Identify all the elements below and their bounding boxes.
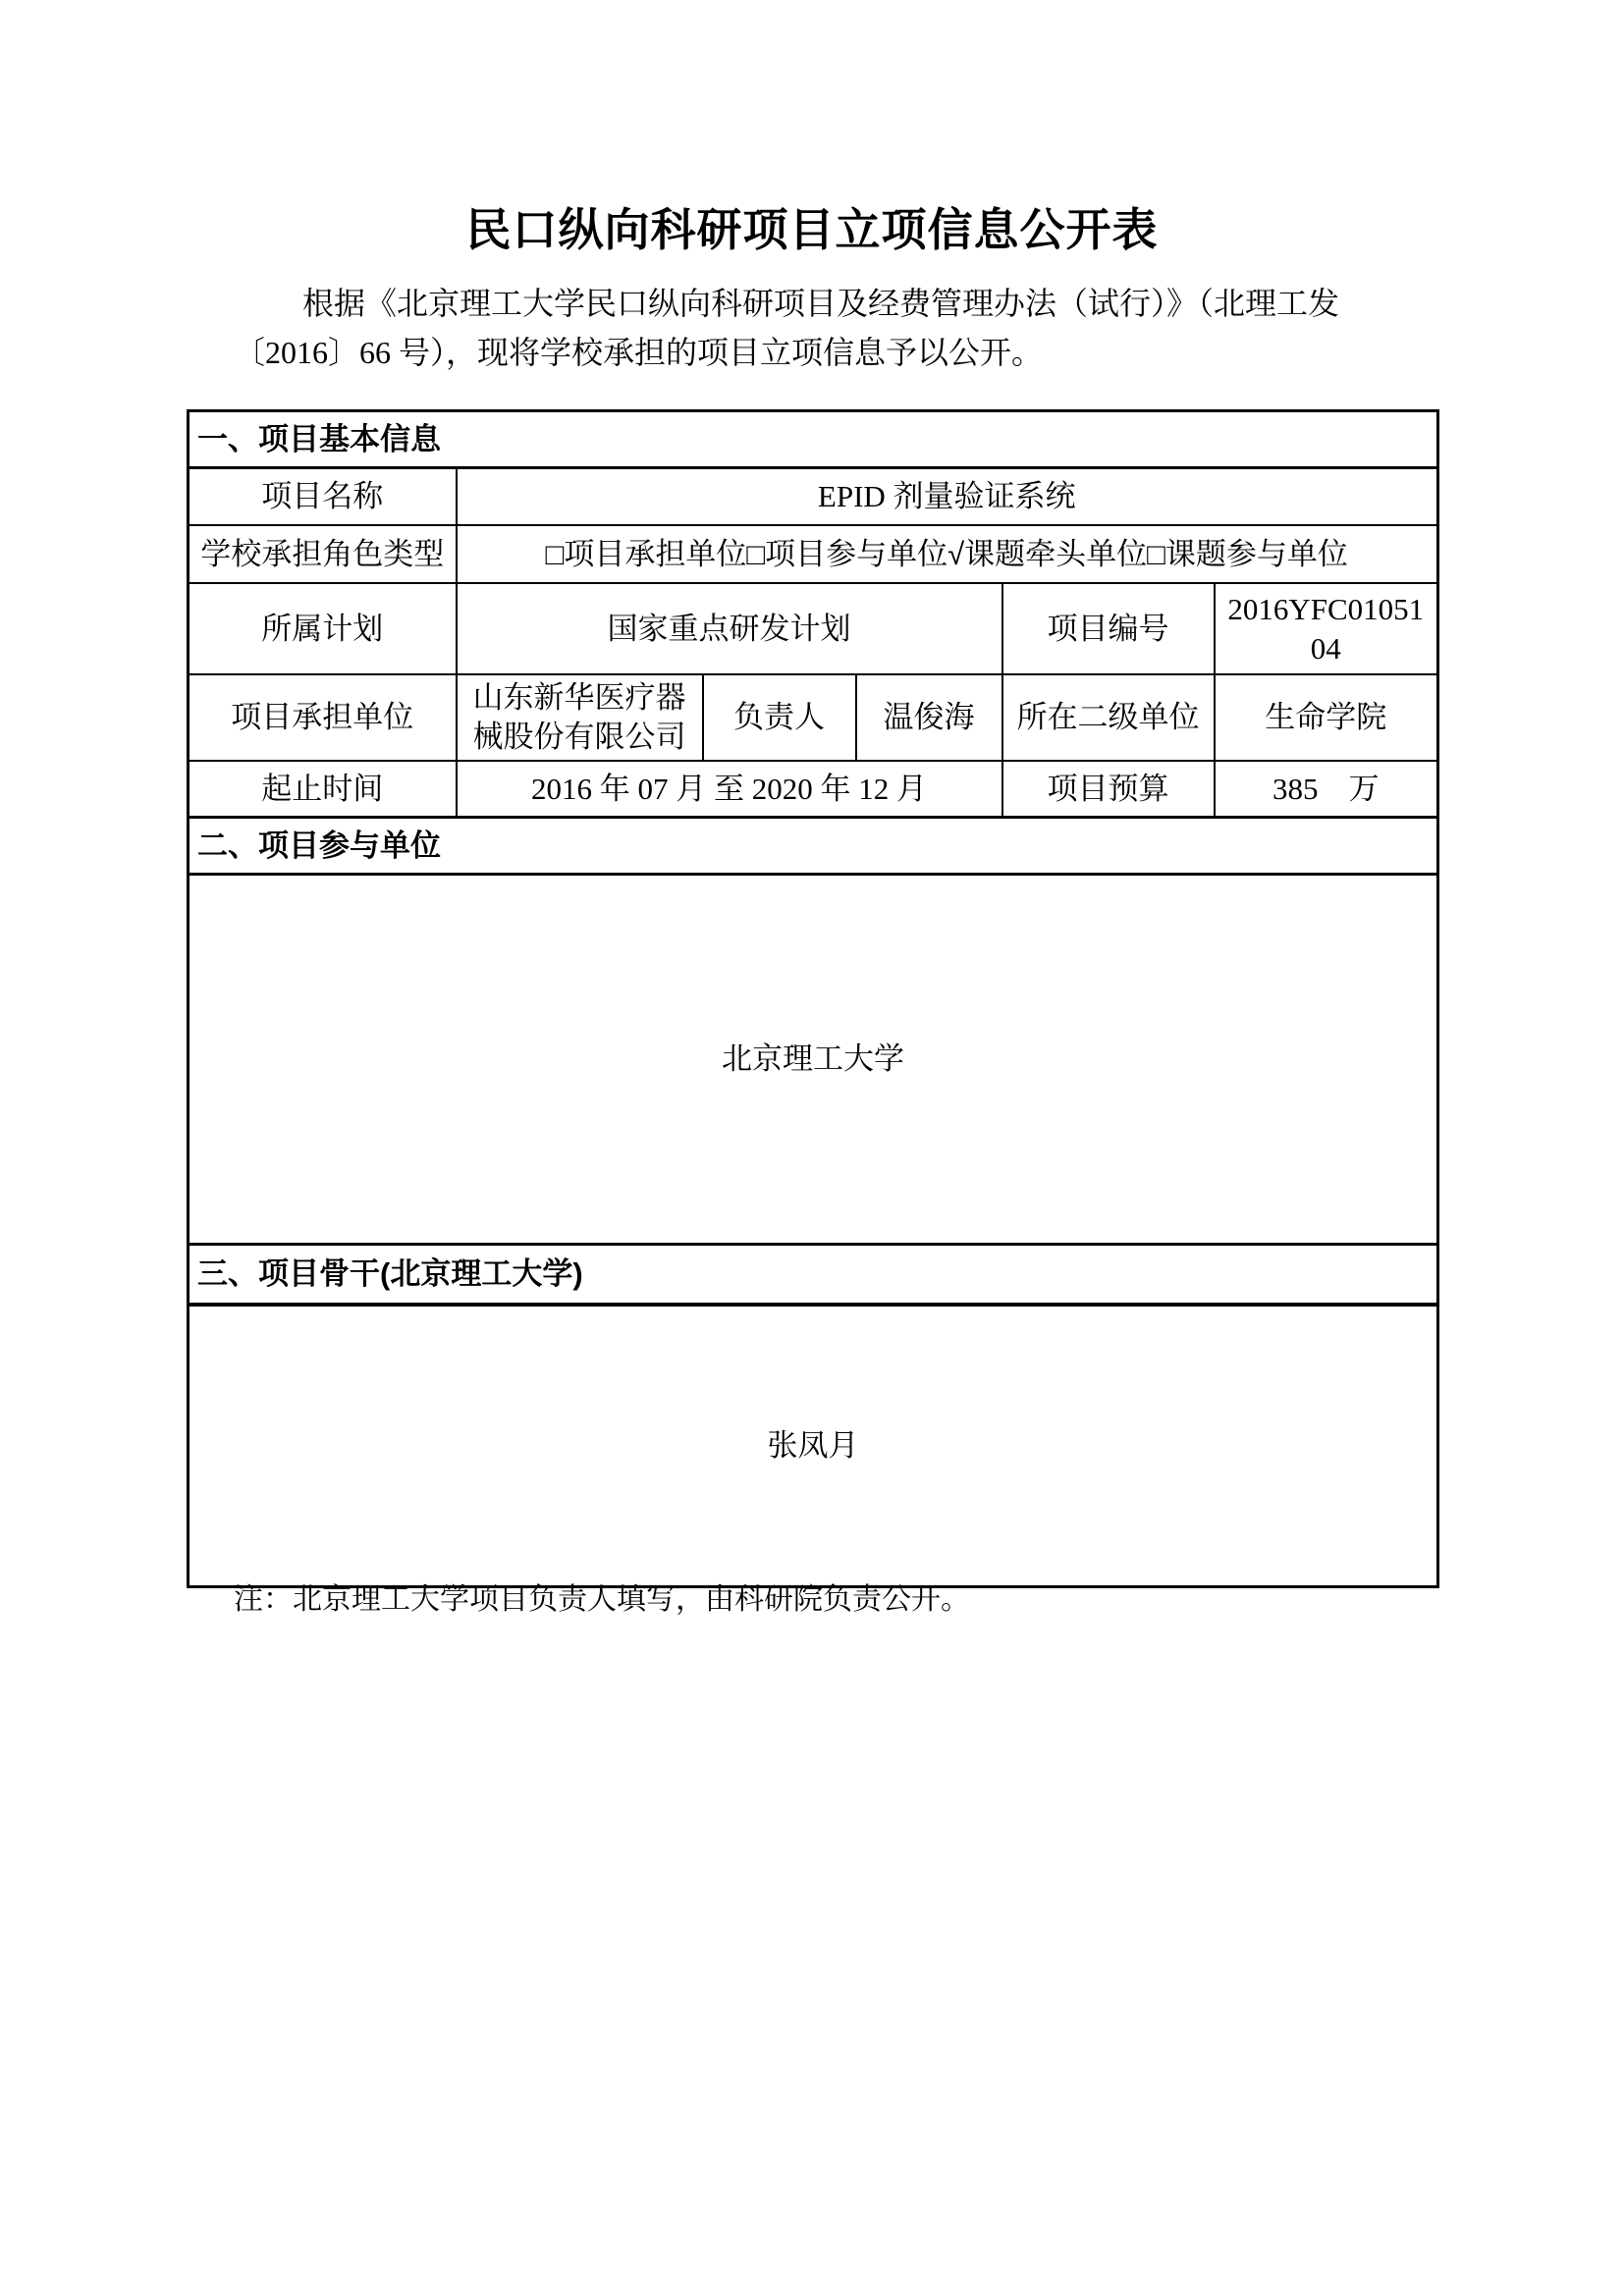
table-row-duration [189,761,1438,818]
page-title: 民口纵向科研项目立项信息公开表 [465,204,1159,255]
project-number-value: 2016YFC0105104 [1215,583,1438,674]
section1-header: 一、项目基本信息 [189,411,1438,468]
role-type-checkbox-value: □项目承担单位□项目参与单位√课题牵头单位□课题参与单位 [457,525,1438,583]
intro-line-2: 〔2016〕66 号），现将学校承担的项目立项信息予以公开。 [234,335,1044,370]
duration-label: 起止时间 [189,761,457,818]
budget-value: 385 万 [1215,761,1438,818]
intro-line-1: 根据《北京理工大学民口纵向科研项目及经费管理办法（试行）》（北理工发 [302,286,1340,321]
budget-label: 项目预算 [1002,761,1215,818]
project-name-label: 项目名称 [189,468,457,526]
secondary-unit-value: 生命学院 [1215,674,1438,761]
table-row-section2 [189,818,1438,875]
undertaker-value: 山东新华医疗器械股份有限公司 [457,674,703,761]
table-row-section1 [189,411,1438,468]
table-row-project-name [189,468,1438,526]
secondary-unit-label: 所在二级单位 [1002,674,1215,761]
table-row-plan [189,583,1438,674]
section3-header: 三、项目骨干(北京理工大学) [189,1245,1438,1306]
backbone-member-value: 张凤月 [189,1305,1438,1587]
leader-label: 负责人 [703,674,856,761]
intro-paragraph [234,279,1412,377]
table-row-backbone [189,1305,1438,1587]
role-type-label: 学校承担角色类型 [189,525,457,583]
table-row-role-type [189,525,1438,583]
duration-value: 2016 年 07 月 至 2020 年 12 月 [457,761,1002,818]
table-row-section3 [189,1245,1438,1306]
plan-label: 所属计划 [189,583,457,674]
table-row-undertaker [189,674,1438,761]
undertaker-label: 项目承担单位 [189,674,457,761]
participant-unit-value: 北京理工大学 [189,875,1438,1245]
leader-name: 温俊海 [856,674,1002,761]
project-info-table [187,409,1439,1588]
project-name-value: EPID 剂量验证系统 [457,468,1438,526]
section2-header: 二、项目参与单位 [189,818,1438,875]
footnote: 注：北京理工大学项目负责人填写，由科研院负责公开。 [234,1583,970,1616]
project-number-label: 项目编号 [1002,583,1215,674]
plan-value: 国家重点研发计划 [457,583,1002,674]
table-row-participants [189,875,1438,1245]
